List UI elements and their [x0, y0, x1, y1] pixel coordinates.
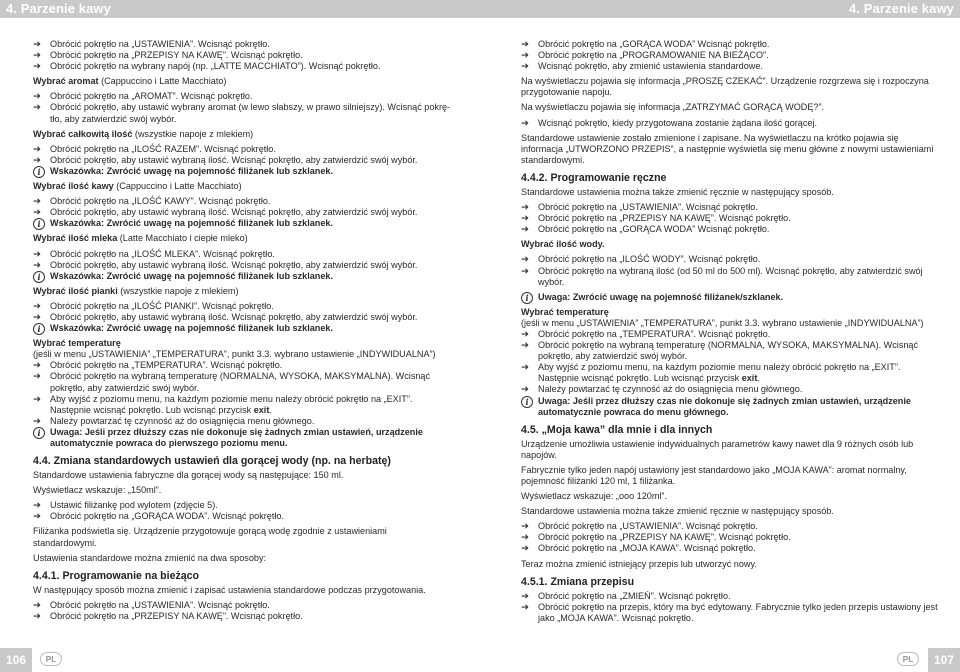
right-column — [521, 39, 939, 624]
arrow-icon: ➔ — [521, 117, 529, 129]
step: ➔ Obrócić pokrętło na „GORĄCA WODA” Wcisnąć pokrętło. — [521, 224, 770, 236]
paragraph: Ustawienia standardowe można zmienić na dwa sposoby: — [33, 552, 267, 563]
info-icon: i — [33, 271, 45, 283]
arrow-icon: ➔ — [33, 360, 41, 372]
arrow-icon: ➔ — [521, 39, 529, 50]
step: ➔ Obrócić pokrętło na „GORĄCA WODA” Wcisnąć pokrętło. — [521, 39, 770, 50]
step: ➔ Obrócić pokrętło na „MOJA KAWA”. Wcisnąć pokrętło. — [521, 543, 756, 555]
step: ➔ Obrócić pokrętło na „TEMPERATURA”. Wcisnąć pokrętło. — [521, 328, 771, 340]
arrow-icon: ➔ — [33, 102, 41, 114]
info-icon: i — [33, 218, 45, 230]
arrow-icon: ➔ — [33, 415, 41, 427]
arrow-icon: ➔ — [33, 39, 41, 50]
step: ➔ Obrócić pokrętło na „ILOŚĆ MLEKA”. Wcisnąć pokrętło. — [33, 248, 275, 260]
subheading: Wybrać ilość kawy (Cappuccino i Latte Macchiato) — [33, 181, 242, 192]
arrow-icon: ➔ — [33, 143, 41, 155]
step: ➔ Należy powtarzać tę czynność aż do osiągnięcia menu głównego. — [521, 384, 803, 396]
arrow-icon: ➔ — [33, 511, 41, 523]
step: ➔ Obrócić pokrętło, aby ustawić wybrany aromat (w lewo słabszy, w prawo silniejszy). Wcisnąć pokrę-tło, aby zatwierdzić swój wybór. — [33, 102, 451, 124]
arrow-icon: ➔ — [33, 50, 41, 62]
arrow-icon: ➔ — [521, 532, 529, 544]
arrow-icon: ➔ — [521, 543, 529, 555]
arrow-icon: ➔ — [33, 259, 41, 271]
section-heading: 4.4.2. Programowanie ręczne — [521, 171, 667, 184]
paragraph: Na wyświetlaczu pojawia się informacja „PROSZĘ CZEKAĆ”. Urządzenie rozgrzewa się i rozpoczyna przygotowanie napoju. — [521, 76, 929, 98]
step: ➔ Wcisnąć pokrętło, aby zmienić ustawienia standardowe. — [521, 61, 763, 73]
page-footer — [0, 648, 960, 672]
arrow-icon: ➔ — [33, 61, 41, 73]
step: ➔ Obrócić pokrętło, aby ustawić wybraną ilość. Wcisnąć pokrętło, aby zatwierdzić swój wybór. — [33, 154, 418, 166]
step: ➔ Obrócić pokrętło na „PRZEPISY NA KAWĘ”. Wcisnąć pokrętło. — [521, 532, 791, 544]
step: ➔ Obrócić pokrętło, aby ustawić wybraną ilość. Wcisnąć pokrętło, aby zatwierdzić swój wybór. — [33, 259, 418, 271]
step: ➔ Obrócić pokrętło na „PROGRAMOWANIE NA BIEŻĄCO”. — [521, 50, 769, 62]
arrow-icon: ➔ — [33, 207, 41, 219]
step: ➔ Należy powtarzać tę czynność aż do osiągnięcia menu głównego. — [33, 415, 315, 427]
subheading: Wybrać aromat (Cappuccino i Latte Macchiato) — [33, 76, 227, 87]
section-heading: 4.5. „Moja kawa” dla mnie i dla innych — [521, 423, 713, 436]
arrow-icon: ➔ — [33, 599, 41, 611]
arrow-icon: ➔ — [521, 265, 529, 277]
left-chapter-title: 4. Parzenie kawy — [6, 1, 111, 16]
tip: i Uwaga: Zwrócić uwagę na pojemność filiżanek/szklanek. — [521, 292, 939, 303]
paragraph: Standardowe ustawienia można także zmienić ręcznie w następujący sposób. — [521, 506, 834, 517]
step: ➔ Obrócić pokrętło, aby ustawić wybraną ilość. Wcisnąć pokrętło, aby zatwierdzić swój wybór. — [33, 207, 418, 219]
paragraph: W następujący sposób można zmienić i zapisać ustawienia standardowe podczas przygotowania. — [33, 584, 426, 595]
paragraph: Filiżanka podświetla się. Urządzenie przygotowuje gorącą wodę zgodnie z ustawieniami standardowymi. — [33, 526, 387, 548]
subheading: Wybrać ilość wody. — [521, 239, 605, 250]
subheading: Wybrać temperaturę — [33, 338, 121, 349]
paragraph: Standardowe ustawienia można także zmienić ręcznie w następujący sposób. — [521, 186, 834, 197]
paragraph: Standardowe ustawienie zostało zmienione i zapisane. Na wyświetlaczu na krótko pojawia się informacja „UTWORZONO PRZEPIS”, a następnie wyświetla się menu główne z nowymi ustawieniami standardowymi. — [521, 132, 934, 165]
arrow-icon: ➔ — [521, 213, 529, 225]
step: ➔ Obrócić pokrętło na „ILOŚĆ PIANKI”. Wcisnąć pokrętło. — [33, 300, 274, 312]
arrow-icon: ➔ — [521, 202, 529, 214]
paragraph: Standardowe ustawienia fabryczne dla gorącej wody są następujące: 150 ml. — [33, 470, 344, 481]
page-number-right: 107 — [928, 648, 960, 672]
paragraph: Teraz można zmienić istniejący przepis lub utworzyć nowy. — [521, 558, 757, 569]
subheading: Wybrać całkowitą ilość (wszystkie napoje z mlekiem) — [33, 128, 254, 139]
arrow-icon: ➔ — [521, 328, 529, 340]
paragraph: Urządzenie umożliwia ustawienie indywidualnych parametrów kawy nawet dla 9 różnych osób lub napojów. — [521, 438, 914, 460]
step: ➔ Obrócić pokrętło na „TEMPERATURA”. Wcisnąć pokrętło. — [33, 360, 283, 372]
step: ➔ Obrócić pokrętło na wybraną ilość (od 50 ml do 500 ml). Wcisnąć pokrętło, aby zatwierdzić swój wybór. — [521, 265, 923, 287]
arrow-icon: ➔ — [521, 50, 529, 62]
info-icon: i — [521, 292, 533, 304]
arrow-icon: ➔ — [33, 248, 41, 260]
tip: i Wskazówka: Zwrócić uwagę na pojemność filiżanek lub szklanek. — [33, 166, 451, 177]
tip: i Wskazówka: Zwrócić uwagę na pojemność filiżanek lub szklanek. — [33, 218, 451, 229]
left-column — [33, 39, 451, 622]
section-heading: 4.4. Zmiana standardowych ustawień dla gorącej wody (np. na herbatę) — [33, 455, 391, 468]
language-badge-left: PL — [40, 652, 62, 666]
step: ➔ Obrócić pokrętło na wybraną temperaturę (NORMALNA, WYSOKA, MAKSYMALNA). Wcisnąć pokrętło, aby zatwierdzić swój wybór. — [521, 340, 919, 362]
step: ➔ Aby wyjść z poziomu menu, na każdym poziomie menu należy obrócić pokrętło na „EXIT”. Następnie wcisnąć pokrętło. Lub wcisnąć przycisk exit. — [521, 362, 901, 384]
page-number-left: 106 — [0, 648, 32, 672]
step: ➔ Obrócić pokrętło na „USTAWIENIA”. Wcisnąć pokrętło. — [521, 521, 758, 533]
step: ➔ Obrócić pokrętło na „PRZEPISY NA KAWĘ”. Wcisnąć pokrętło. — [33, 50, 303, 62]
step: ➔ Obrócić pokrętło na wybraną temperaturę (NORMALNA, WYSOKA, MAKSYMALNA). Wcisnąć pokrętło, aby zatwierdzić swój wybór. — [33, 371, 431, 393]
subheading: Wybrać ilość mleka (Latte Macchiato i ciepłe mleko) — [33, 233, 248, 244]
section-heading: 4.5.1. Zmiana przepisu — [521, 575, 635, 588]
step: ➔ Obrócić pokrętło na „ILOŚĆ WODY”. Wcisnąć pokrętło. — [521, 254, 761, 266]
language-badge-right: PL — [897, 652, 919, 666]
step: ➔ Wcisnąć pokrętło, kiedy przygotowana zostanie żądana ilość gorącej. — [521, 117, 818, 129]
arrow-icon: ➔ — [33, 91, 41, 103]
step: ➔ Obrócić pokrętło na „USTAWIENIA”. Wcisnąć pokrętło. — [521, 202, 758, 214]
note: (jeśli w menu „USTAWIENIA” „TEMPERATURA”, punkt 3.3. wybrano ustawienie „INDYWIDUALNA”) — [521, 317, 924, 328]
tip: i Wskazówka: Zwrócić uwagę na pojemność filiżanek lub szklanek. — [33, 271, 451, 282]
step: ➔ Obrócić pokrętło, aby ustawić wybraną ilość. Wcisnąć pokrętło, aby zatwierdzić swój wybór. — [33, 311, 418, 323]
step: ➔ Obrócić pokrętło na „PRZEPISY NA KAWĘ”. Wcisnąć pokrętło. — [521, 213, 791, 225]
right-chapter-title: 4. Parzenie kawy — [849, 1, 954, 16]
arrow-icon: ➔ — [33, 300, 41, 312]
paragraph: Fabrycznie tylko jeden napój ustawiony jest standardowo jako „MOJA KAWA”: aromat normalny, pojemność filiżanki 120 ml, 1 filiżanka. — [521, 464, 907, 486]
step: ➔ Obrócić pokrętło na „GORĄCA WODA”. Wcisnąć pokrętło. — [33, 511, 284, 523]
step: ➔ Obrócić pokrętło na „ILOŚĆ RAZEM”. Wcisnąć pokrętło. — [33, 143, 276, 155]
subheading: Wybrać temperaturę — [521, 306, 609, 317]
info-icon: i — [33, 427, 45, 439]
step: ➔ Obrócić pokrętło na wybrany napój (np. „LATTE MACCHIATO”). Wcisnąć pokrętło. — [33, 61, 381, 73]
step: ➔ Obrócić pokrętło na „USTAWIENIA”. Wcisnąć pokrętło. — [33, 39, 270, 50]
step: ➔ Aby wyjść z poziomu menu, na każdym poziomie menu należy obrócić pokrętło na „EXIT”. Następnie wcisnąć pokrętło. Lub wcisnąć przycisk exit. — [33, 393, 413, 415]
arrow-icon: ➔ — [521, 590, 529, 602]
arrow-icon: ➔ — [521, 384, 529, 396]
tip: i Wskazówka: Zwrócić uwagę na pojemność filiżanek lub szklanek. — [33, 323, 451, 334]
step: ➔ Obrócić pokrętło na „PRZEPISY NA KAWĘ”. Wcisnąć pokrętło. — [33, 610, 303, 622]
info-icon: i — [33, 166, 45, 178]
step: ➔ Obrócić pokrętło na „ILOŚĆ KAWY”. Wcisnąć pokrętło. — [33, 196, 271, 208]
step: ➔ Ustawić filiżankę pod wylotem (zdjęcie 5). — [33, 500, 218, 512]
arrow-icon: ➔ — [521, 601, 529, 613]
arrow-icon: ➔ — [521, 340, 529, 352]
arrow-icon: ➔ — [521, 224, 529, 236]
arrow-icon: ➔ — [521, 254, 529, 266]
arrow-icon: ➔ — [521, 362, 529, 374]
arrow-icon: ➔ — [521, 61, 529, 73]
arrow-icon: ➔ — [33, 393, 41, 405]
paragraph: Wyświetlacz wskazuje: „150ml”. — [33, 485, 162, 496]
arrow-icon: ➔ — [33, 154, 41, 166]
tip: i Uwaga: Jeśli przez dłuższy czas nie dokonuje się żadnych zmian ustawień, urządzenie automatycznie powraca do menu głównego. — [521, 396, 939, 418]
step: ➔ Obrócić pokrętło na „ZMIEŃ”. Wcisnąć pokrętło. — [521, 590, 731, 602]
info-icon: i — [521, 396, 533, 408]
arrow-icon: ➔ — [33, 610, 41, 622]
paragraph: Wyświetlacz wskazuje: „ooo 120ml”. — [521, 491, 667, 502]
subheading: Wybrać ilość pianki (wszystkie napoje z mlekiem) — [33, 285, 239, 296]
section-heading: 4.4.1. Programowanie na bieżąco — [33, 569, 200, 582]
step: ➔ Obrócić pokrętło na „USTAWIENIA”. Wcisnąć pokrętło. — [33, 599, 270, 611]
arrow-icon: ➔ — [33, 500, 41, 512]
info-icon: i — [33, 323, 45, 335]
arrow-icon: ➔ — [521, 521, 529, 533]
note: (jeśli w menu „USTAWIENIA” „TEMPERATURA”, punkt 3.3. wybrano ustawienie „INDYWIDUALNA”) — [33, 349, 436, 360]
step: ➔ Obrócić pokrętło na „AROMAT”. Wcisnąć pokrętło. — [33, 91, 253, 103]
paragraph: Na wyświetlaczu pojawia się informacja „ZATRZYMAĆ GORĄCĄ WODĘ?”. — [521, 102, 825, 113]
step: ➔ Obrócić pokrętło na przepis, który ma być edytowany. Fabrycznie tylko jeden przepis ustawiony jest jako „MOJA KAWA”. Wcisnąć pokrętło. — [521, 601, 938, 623]
arrow-icon: ➔ — [33, 311, 41, 323]
tip: i Uwaga: Jeśli przez dłuższy czas nie dokonuje się żadnych zmian ustawień, urządzenie automatycznie powraca do pierwszego poziomu menu. — [33, 427, 451, 449]
arrow-icon: ➔ — [33, 196, 41, 208]
arrow-icon: ➔ — [33, 371, 41, 383]
page-header — [0, 0, 960, 18]
